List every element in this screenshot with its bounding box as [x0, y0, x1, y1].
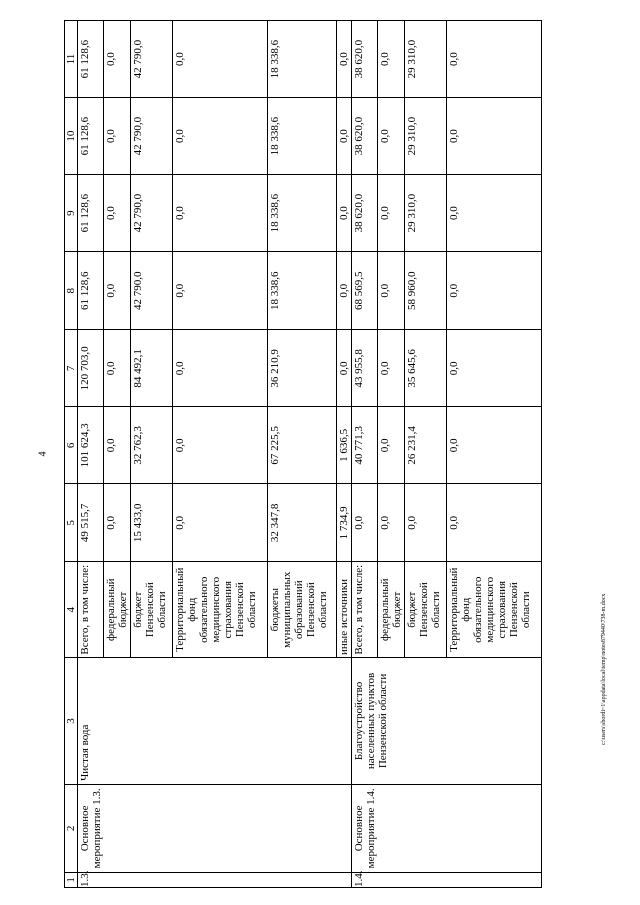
budget-table — [64, 20, 542, 888]
document-footer — [601, 593, 607, 746]
amount-cell: 0,0 — [352, 484, 378, 562]
amount-cell: 1 636,5 — [337, 407, 352, 484]
page-number: 4 — [37, 451, 49, 457]
amount-cell: 1 734,9 — [337, 484, 352, 562]
amount-cell: 0,0 — [447, 21, 542, 98]
amount-cell: 0,0 — [447, 252, 542, 330]
amount-cell: 0,0 — [337, 21, 352, 98]
amount-cell: 38 620,0 — [352, 21, 378, 98]
amount-cell: 42 790,0 — [131, 252, 173, 330]
amount-cell: 29 310,0 — [405, 21, 447, 98]
amount-cell: 120 703,0 — [78, 330, 104, 407]
funding-source: Территориальный фонд обязательного медицинского страхования Пензенской области — [447, 562, 542, 657]
amount-cell: 38 620,0 — [352, 175, 378, 252]
funding-source: федеральный бюджет — [104, 562, 131, 657]
funding-source: Всего, в том числе: — [352, 562, 378, 657]
amount-cell: 40 771,3 — [352, 407, 378, 484]
funding-source: федеральный бюджет — [378, 562, 405, 657]
column-number: 4 — [65, 562, 78, 657]
amount-cell: 0,0 — [378, 175, 405, 252]
section-number: 1.4. — [352, 872, 542, 887]
column-number: 8 — [65, 252, 78, 330]
column-number: 5 — [65, 484, 78, 562]
amount-cell: 61 128,6 — [78, 98, 104, 175]
amount-cell: 29 310,0 — [405, 175, 447, 252]
amount-cell: 18 338,6 — [268, 175, 337, 252]
amount-cell: 0,0 — [447, 484, 542, 562]
event-name: Основное мероприятие 1.4. — [352, 784, 542, 872]
amount-cell: 0,0 — [173, 252, 268, 330]
amount-cell: 0,0 — [104, 407, 131, 484]
amount-cell: 0,0 — [173, 98, 268, 175]
amount-cell: 0,0 — [337, 175, 352, 252]
funding-source: бюджеты муниципальных образований Пензенской области — [268, 562, 337, 657]
amount-cell: 0,0 — [447, 175, 542, 252]
amount-cell: 0,0 — [104, 21, 131, 98]
amount-cell: 61 128,6 — [78, 252, 104, 330]
column-number: 6 — [65, 407, 78, 484]
amount-cell: 42 790,0 — [131, 21, 173, 98]
amount-cell: 18 338,6 — [268, 21, 337, 98]
column-number: 9 — [65, 175, 78, 252]
amount-cell: 0,0 — [447, 330, 542, 407]
amount-cell: 18 338,6 — [268, 252, 337, 330]
column-number: 3 — [65, 657, 78, 784]
column-number: 2 — [65, 784, 78, 872]
funding-source: бюджет Пензенской области — [405, 562, 447, 657]
table-row — [352, 21, 378, 888]
program-name: Благоустройство населенных пунктов Пензенской области — [352, 657, 542, 784]
section-number: 1.3. — [78, 872, 352, 887]
column-number: 11 — [65, 21, 78, 98]
amount-cell: 0,0 — [104, 175, 131, 252]
amount-cell: 0,0 — [378, 330, 405, 407]
amount-cell: 0,0 — [378, 252, 405, 330]
program-name: Чистая вода — [78, 657, 352, 784]
amount-cell: 36 210,9 — [268, 330, 337, 407]
amount-cell: 0,0 — [378, 484, 405, 562]
table-row — [78, 21, 104, 888]
amount-cell: 101 624,3 — [78, 407, 104, 484]
budget-table-sheet — [64, 20, 591, 888]
amount-cell: 68 569,5 — [352, 252, 378, 330]
column-number-row — [65, 21, 78, 888]
amount-cell: 0,0 — [378, 21, 405, 98]
amount-cell: 32 347,8 — [268, 484, 337, 562]
amount-cell: 42 790,0 — [131, 175, 173, 252]
amount-cell: 29 310,0 — [405, 98, 447, 175]
amount-cell: 0,0 — [337, 252, 352, 330]
amount-cell: 58 960,0 — [405, 252, 447, 330]
amount-cell: 26 231,4 — [405, 407, 447, 484]
file-path: c:\users\sbordi~1\appdata\local\temp\notes879440\738-m.docx — [601, 593, 607, 745]
funding-source: Всего, в том числе: — [78, 562, 104, 657]
funding-source: бюджет Пензенской области — [131, 562, 173, 657]
amount-cell: 0,0 — [337, 330, 352, 407]
amount-cell: 0,0 — [378, 407, 405, 484]
amount-cell: 0,0 — [104, 484, 131, 562]
amount-cell: 0,0 — [104, 330, 131, 407]
event-name: Основное мероприятие 1.3. — [78, 784, 352, 872]
amount-cell: 32 762,3 — [131, 407, 173, 484]
amount-cell: 0,0 — [378, 98, 405, 175]
amount-cell: 49 515,7 — [78, 484, 104, 562]
amount-cell: 0,0 — [337, 98, 352, 175]
amount-cell: 0,0 — [447, 407, 542, 484]
amount-cell: 38 620,0 — [352, 98, 378, 175]
amount-cell: 0,0 — [173, 330, 268, 407]
column-number: 10 — [65, 98, 78, 175]
amount-cell: 0,0 — [173, 21, 268, 98]
amount-cell: 15 433,0 — [131, 484, 173, 562]
funding-source: иные источники — [337, 562, 352, 657]
amount-cell: 42 790,0 — [131, 98, 173, 175]
column-number: 1 — [65, 872, 78, 887]
column-number: 7 — [65, 330, 78, 407]
amount-cell: 35 645,6 — [405, 330, 447, 407]
amount-cell: 43 955,8 — [352, 330, 378, 407]
amount-cell: 0,0 — [104, 252, 131, 330]
amount-cell: 0,0 — [173, 407, 268, 484]
amount-cell: 61 128,6 — [78, 175, 104, 252]
amount-cell: 61 128,6 — [78, 21, 104, 98]
amount-cell: 0,0 — [447, 98, 542, 175]
amount-cell: 0,0 — [173, 484, 268, 562]
amount-cell: 0,0 — [104, 98, 131, 175]
amount-cell: 0,0 — [173, 175, 268, 252]
funding-source: Территориальный фонд обязательного медицинского страхования Пензенской области — [173, 562, 268, 657]
amount-cell: 0,0 — [405, 484, 447, 562]
amount-cell: 67 225,5 — [268, 407, 337, 484]
amount-cell: 18 338,6 — [268, 98, 337, 175]
amount-cell: 84 492,1 — [131, 330, 173, 407]
